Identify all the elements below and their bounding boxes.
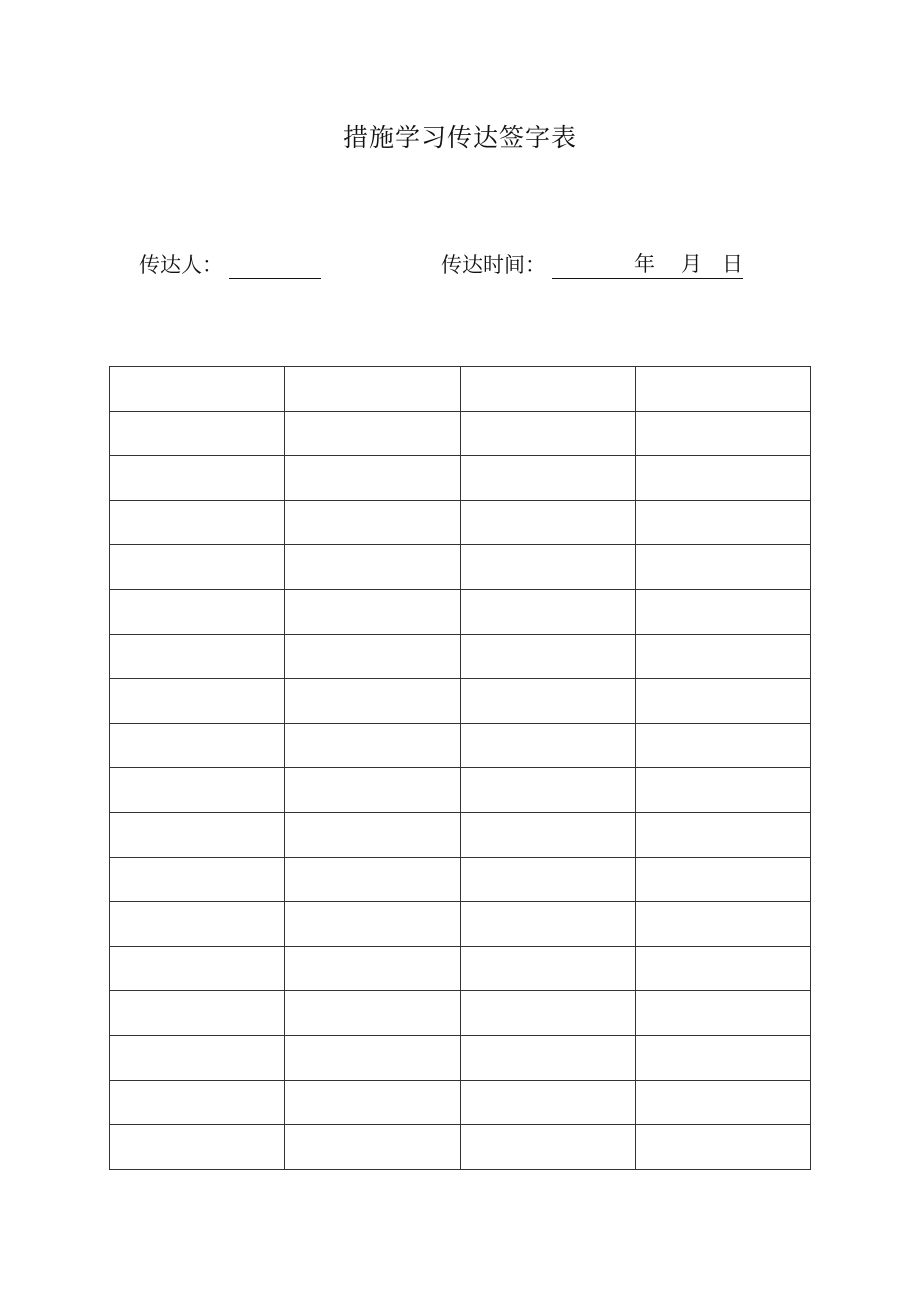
time-row [441,249,743,279]
conveyor-row [139,249,321,279]
table-row [110,812,811,857]
table-row [110,411,811,456]
table-cell[interactable] [635,902,810,947]
table-cell[interactable] [110,768,285,813]
table-cell[interactable] [460,902,635,947]
table-cell[interactable] [460,812,635,857]
table-cell[interactable] [635,456,810,501]
table-cell[interactable] [110,500,285,545]
table-cell[interactable] [635,1125,810,1170]
table-cell[interactable] [110,679,285,724]
table-cell[interactable] [110,946,285,991]
year-label: 年 [634,252,655,276]
table-cell[interactable] [110,857,285,902]
date-blank[interactable] [552,252,743,279]
table-row [110,1080,811,1125]
table-cell[interactable] [635,1035,810,1080]
table-cell[interactable] [460,589,635,634]
conveyor-label: 传达人： [139,253,223,277]
table-row [110,589,811,634]
table-cell[interactable] [460,946,635,991]
table-cell[interactable] [635,500,810,545]
table-cell[interactable] [635,589,810,634]
table-row [110,991,811,1036]
table-cell[interactable] [110,456,285,501]
table-cell[interactable] [460,411,635,456]
document-title: 措施学习传达签字表 [342,123,577,152]
table-cell[interactable] [285,857,460,902]
day-label: 日 [722,252,743,276]
table-cell[interactable] [285,411,460,456]
table-cell[interactable] [110,545,285,590]
table-cell[interactable] [110,723,285,768]
table-row [110,1125,811,1170]
table-cell[interactable] [110,1035,285,1080]
table-row [110,1035,811,1080]
table-row [110,723,811,768]
table-cell[interactable] [110,411,285,456]
table-cell[interactable] [460,991,635,1036]
table-cell[interactable] [460,634,635,679]
table-cell[interactable] [110,589,285,634]
table-row [110,367,811,412]
table-cell[interactable] [285,723,460,768]
table-cell[interactable] [460,768,635,813]
table-cell[interactable] [110,991,285,1036]
table-cell[interactable] [460,1125,635,1170]
table-cell[interactable] [285,500,460,545]
table-cell[interactable] [635,991,810,1036]
table-cell[interactable] [110,1080,285,1125]
table-cell[interactable] [635,812,810,857]
table-cell[interactable] [110,634,285,679]
table-cell[interactable] [635,768,810,813]
table-cell[interactable] [460,679,635,724]
table-cell[interactable] [285,679,460,724]
table-cell[interactable] [635,634,810,679]
table-cell[interactable] [635,545,810,590]
table-row [110,679,811,724]
month-label: 月 [681,252,702,276]
table-cell[interactable] [460,456,635,501]
table-cell[interactable] [110,367,285,412]
signature-table [109,366,811,1170]
table-cell[interactable] [110,1125,285,1170]
table-cell[interactable] [285,902,460,947]
conveyor-blank[interactable] [229,252,321,279]
table-cell[interactable] [285,634,460,679]
table-cell[interactable] [285,367,460,412]
table-cell[interactable] [460,367,635,412]
table-cell[interactable] [460,500,635,545]
table-row [110,857,811,902]
table-cell[interactable] [635,857,810,902]
table-cell[interactable] [110,902,285,947]
table-cell[interactable] [285,589,460,634]
table-cell[interactable] [285,1125,460,1170]
table-row [110,902,811,947]
table-cell[interactable] [635,367,810,412]
table-cell[interactable] [635,1080,810,1125]
table-cell[interactable] [285,545,460,590]
table-row [110,768,811,813]
table-cell[interactable] [285,946,460,991]
table-cell[interactable] [460,545,635,590]
table-cell[interactable] [635,723,810,768]
table-row [110,500,811,545]
table-cell[interactable] [285,768,460,813]
table-cell[interactable] [635,946,810,991]
table-row [110,946,811,991]
table-cell[interactable] [460,723,635,768]
table-cell[interactable] [460,857,635,902]
table-cell[interactable] [285,1080,460,1125]
table-row [110,545,811,590]
table-cell[interactable] [285,456,460,501]
table-cell[interactable] [635,679,810,724]
table-cell[interactable] [285,1035,460,1080]
table-cell[interactable] [285,991,460,1036]
table-cell[interactable] [635,411,810,456]
time-label: 传达时间： [441,253,546,277]
table-cell[interactable] [110,812,285,857]
table-cell[interactable] [460,1080,635,1125]
table-cell[interactable] [285,812,460,857]
table-cell[interactable] [460,1035,635,1080]
table-row [110,634,811,679]
table-row [110,456,811,501]
